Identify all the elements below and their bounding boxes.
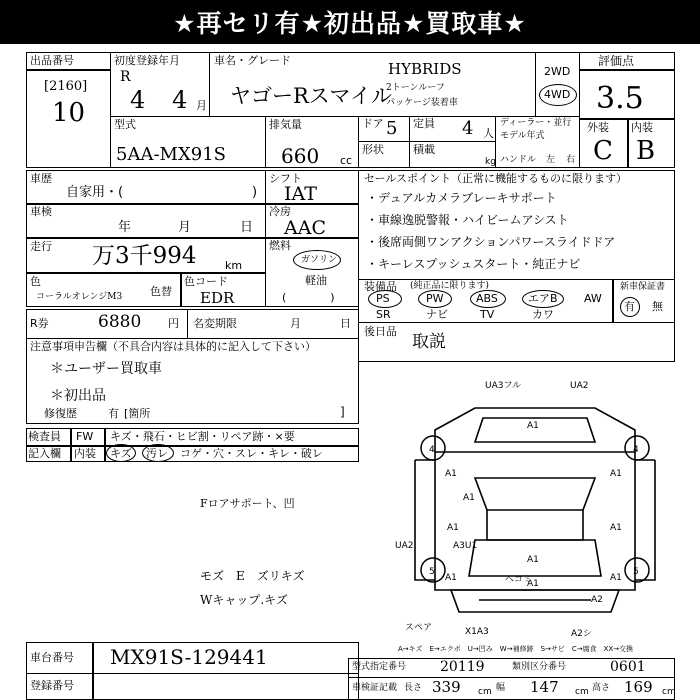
color-code: EDR xyxy=(200,289,235,307)
damage-a1-door-r: A1 xyxy=(610,523,622,533)
note-line-2: ＊初出品 xyxy=(50,388,106,404)
car-note-1: 2トーンルーフ xyxy=(386,83,445,93)
width-unit: cm xyxy=(575,687,589,697)
displacement-unit: cc xyxy=(340,154,353,167)
sales-points-label: セールスポイント（正常に機能するものに限ります） xyxy=(364,172,628,185)
lot-number: 10 xyxy=(52,98,86,128)
recycle-value: 6880 xyxy=(98,312,142,332)
car-damage-diagram xyxy=(395,380,675,640)
damage-ua2-top: UA2 xyxy=(570,381,589,391)
drive-2wd: 2WD xyxy=(544,65,571,78)
car-name: ヤゴーRスマイル xyxy=(230,84,392,108)
score-label: 評価点 xyxy=(598,54,635,68)
repair-value: 有 xyxy=(108,407,119,420)
entry-interior: 内装 xyxy=(74,447,96,460)
int-grade: B xyxy=(636,136,656,166)
chassis-value: MX91S-129441 xyxy=(110,645,268,669)
car-name-label: 車名・グレード xyxy=(214,54,291,67)
after-box xyxy=(358,322,675,362)
width-value: 147 xyxy=(530,678,559,696)
car-note-2: パッケージ装着車 xyxy=(386,98,458,108)
inspection-label: 車検 xyxy=(30,205,52,218)
nameplate-label: 名変期限 xyxy=(193,317,237,330)
equip-tv: TV xyxy=(480,308,495,321)
reg-number-box xyxy=(26,673,359,700)
shift-value: IAT xyxy=(284,183,317,205)
score-value: 3.5 xyxy=(596,81,644,116)
length-unit: cm xyxy=(478,687,492,697)
color-change-label: 色替 xyxy=(150,285,172,298)
steering-left: 左 xyxy=(546,155,556,165)
remark-2: モズ E ズリキズ xyxy=(200,569,305,583)
page-header: ★再セリ有★初出品★買取車★ xyxy=(0,0,700,44)
equip-aw: AW xyxy=(584,292,602,305)
damage-a2-bumper: A2シ xyxy=(571,629,592,639)
usage-value: 自家用・( xyxy=(66,185,124,200)
damage-dent: ヘコミ xyxy=(505,575,533,585)
model-label: 型式 xyxy=(114,118,136,131)
equipment-label: 装備品 xyxy=(364,280,397,293)
type-designation-value: 20119 xyxy=(440,659,485,675)
entry-scratch: キズ xyxy=(110,447,132,460)
registration-month-suffix: 月 xyxy=(196,99,207,112)
notes-label: 注意事項申告欄（不具合内容は具体的に記入して下さい） xyxy=(30,340,316,353)
repair-bracket: [箇所 xyxy=(124,407,151,420)
model-year-label: モデル年式 xyxy=(500,131,545,141)
equip-navi: ナビ xyxy=(426,308,448,321)
mileage-value: 万3千994 xyxy=(92,243,197,269)
mileage-unit: km xyxy=(225,259,243,272)
after-label: 後日品 xyxy=(364,325,397,338)
length-label: 長さ xyxy=(404,683,423,693)
sales-point-1: ・デュアルカメラブレーキサポート xyxy=(366,191,557,205)
class-label: 類別区分番号 xyxy=(512,662,567,672)
car-grade: HYBRIDS xyxy=(388,60,462,78)
damage-spare: スペア xyxy=(405,623,433,633)
after-value: 取説 xyxy=(412,332,446,352)
door-label: ドア xyxy=(362,117,384,130)
height-unit: cm xyxy=(662,687,676,697)
steering-right: 右 xyxy=(566,155,576,165)
equip-airbag: エアB xyxy=(528,292,558,305)
entry-dirt: 汚レ xyxy=(146,447,168,460)
manual-label: 新車保証書 xyxy=(620,282,666,292)
damage-a1-door-l: A1 xyxy=(447,523,459,533)
class-value: 0601 xyxy=(610,659,646,675)
load-label: 積載 xyxy=(413,143,435,156)
registration-year: 4 xyxy=(130,86,146,114)
damage-a1-qtr-r: A1 xyxy=(610,573,622,583)
repair-label: 修復歴 xyxy=(44,407,77,420)
steering-label: ハンドル xyxy=(500,155,537,165)
damage-ua2-left: UA2 xyxy=(395,541,414,551)
equip-ps: PS xyxy=(376,292,390,305)
note-line-1: ＊ユーザー買取車 xyxy=(50,361,162,377)
fuel-light-oil: 軽油 xyxy=(305,274,327,287)
height-label: 高さ xyxy=(592,683,611,693)
inspection-day: 日 xyxy=(240,220,254,235)
equip-abs: ABS xyxy=(476,292,498,305)
usage-label: 車歴 xyxy=(30,172,52,185)
damage-x1a3: X1A3 xyxy=(465,627,489,637)
equip-leather: カワ xyxy=(532,308,554,321)
color-label: 色 xyxy=(30,275,41,288)
mileage-label: 走行 xyxy=(30,240,52,253)
entry-label: 記入欄 xyxy=(28,447,61,460)
dims-label: 車検証記載 xyxy=(352,683,398,693)
fuel-label: 燃料 xyxy=(269,239,291,252)
inspector-fw: FW xyxy=(76,430,94,443)
recycle-label: R券 xyxy=(30,317,49,330)
lot-code: [2160] xyxy=(44,79,88,94)
remark-3: Wキャップ.キズ xyxy=(200,593,288,607)
entry-others: コゲ・穴・スレ・キレ・破レ xyxy=(180,447,323,460)
registration-era: R xyxy=(120,69,131,85)
damage-a1-rear: A1 xyxy=(527,579,539,589)
dealer-label: ディーラー・並行 xyxy=(500,118,572,128)
damage-a1-roof: A1 xyxy=(463,493,475,503)
color-code-label: 色コード xyxy=(184,275,228,288)
damage-a1-fender-r: A1 xyxy=(610,469,622,479)
damage-a3u1: A3U1 xyxy=(453,541,478,551)
registration-month: 4 xyxy=(172,86,188,114)
damage-legend: A→キズ E→エクボ U→凹み W→補修跡 S→サビ C→腐食 XX→交換 xyxy=(398,645,634,653)
nameplate-day: 日 xyxy=(340,317,351,330)
repair-bracket-close: ] xyxy=(340,405,345,419)
nameplate-month: 月 xyxy=(290,317,301,330)
equip-sr: SR xyxy=(376,308,391,321)
type-designation-label: 型式指定番号 xyxy=(352,662,407,672)
tire-rear-right: 5 xyxy=(633,567,639,577)
capacity-label: 定員 xyxy=(413,117,435,130)
damage-a1-hood: A1 xyxy=(527,421,539,431)
displacement-label: 排気量 xyxy=(269,118,302,131)
sales-point-3: ・後席両側ワンアクションパワースライドドア xyxy=(366,235,616,249)
manual-yes: 有 xyxy=(624,300,635,313)
inspection-month: 月 xyxy=(178,220,192,235)
damage-a1-qtr-l: A1 xyxy=(445,573,457,583)
ac-value: AAC xyxy=(284,217,326,239)
height-value: 169 xyxy=(624,678,653,696)
equip-pw: PW xyxy=(426,292,444,305)
load-unit: kg xyxy=(485,157,496,167)
damage-a1-center: A1 xyxy=(527,555,539,565)
damage-a1-fender-l: A1 xyxy=(445,469,457,479)
fuel-paren: ( ) xyxy=(282,291,335,304)
lot-label: 出品番号 xyxy=(30,54,74,67)
fuel-gasoline: ガソリン xyxy=(301,255,338,265)
registration-label: 初度登録年月 xyxy=(114,54,180,67)
reg-number-label: 登録番号 xyxy=(30,679,74,692)
ext-label: 外装 xyxy=(587,121,609,134)
remark-1: Fロアサポート、凹 xyxy=(200,497,295,510)
length-value: 339 xyxy=(432,678,461,696)
damage-a2-rear-r: A2 xyxy=(591,595,603,605)
tire-front-left: 4 xyxy=(429,445,435,455)
width-label: 幅 xyxy=(496,683,506,693)
capacity-unit: 人 xyxy=(483,127,494,140)
color-value: コーラルオレンジM3 xyxy=(36,292,123,302)
door-value: 5 xyxy=(386,118,398,139)
shift-label: シフト xyxy=(269,172,302,185)
sales-point-2: ・車線逸脱警報・ハイビームアシスト xyxy=(366,213,569,227)
ext-grade: C xyxy=(593,136,613,166)
inspector-items: キズ・飛石・ヒビ割・リペア跡・×要 xyxy=(110,430,295,443)
int-label: 内装 xyxy=(631,121,653,134)
tire-rear-left: 5 xyxy=(429,567,435,577)
inspector-label: 検査員 xyxy=(28,430,61,443)
drive-4wd: 4WD xyxy=(544,88,571,101)
displacement-value: 660 xyxy=(281,144,320,168)
history-box xyxy=(26,170,266,307)
damage-ua3-full: UA3フル xyxy=(485,381,522,391)
equipment-note: (純正品に限ります) xyxy=(410,281,490,291)
manual-no: 無 xyxy=(652,300,663,313)
sales-point-4: ・キーレスプッシュスタート・純正ナビ xyxy=(366,257,581,271)
tire-front-right: 4 xyxy=(633,445,639,455)
ac-label: 冷房 xyxy=(269,205,291,218)
chassis-label: 車台番号 xyxy=(30,651,74,664)
usage-close: ) xyxy=(252,185,258,200)
model-value: 5AA-MX91S xyxy=(116,144,227,165)
inspection-year: 年 xyxy=(118,220,132,235)
recycle-unit: 円 xyxy=(168,317,179,330)
capacity-value: 4 xyxy=(462,118,474,139)
shape-label: 形状 xyxy=(362,143,384,156)
